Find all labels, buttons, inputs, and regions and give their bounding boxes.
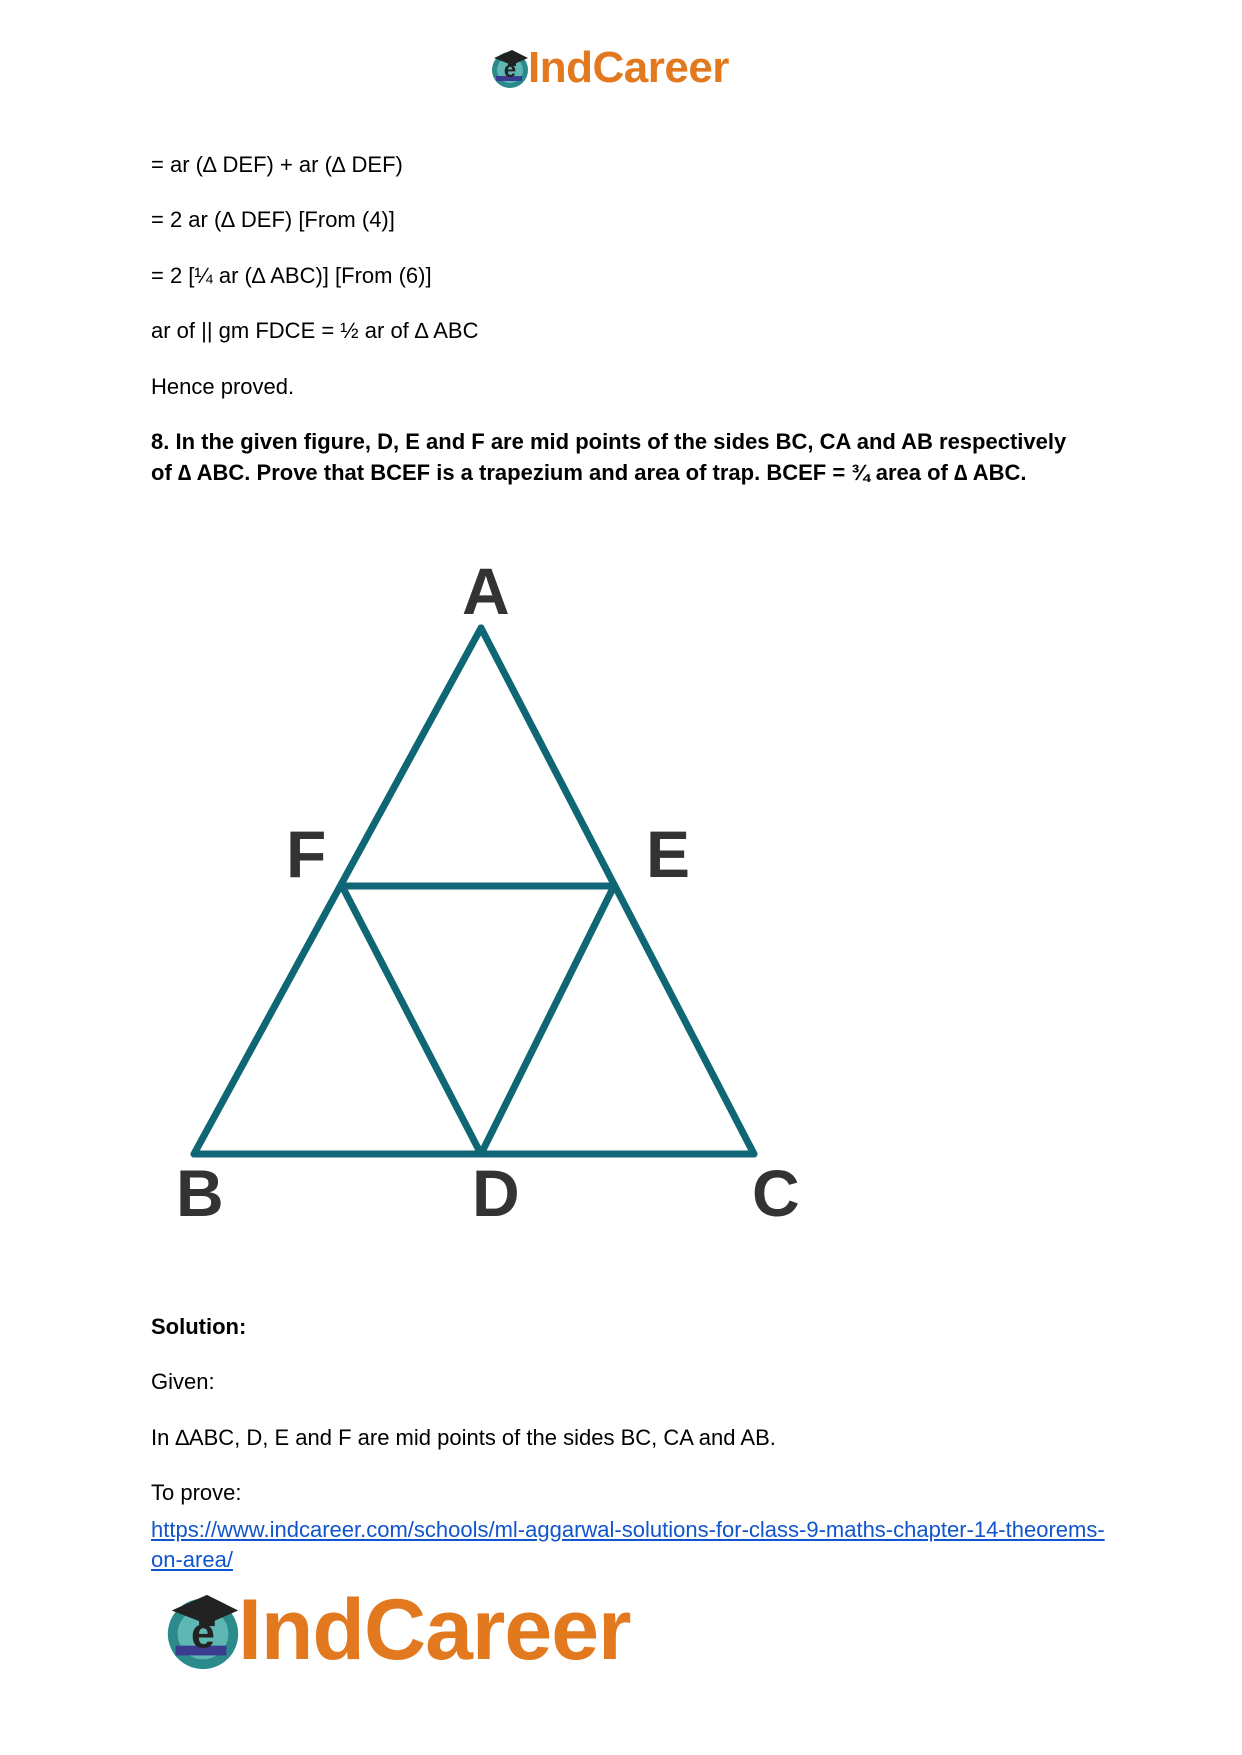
- vertex-label-a: A: [462, 556, 510, 628]
- vertex-label-d: D: [472, 1156, 520, 1228]
- given-text: In ∆ABC, D, E and F are mid points of the sides BC, CA and AB.: [151, 1425, 776, 1450]
- given-label: Given:: [151, 1369, 215, 1394]
- logo-letter: e: [191, 1609, 215, 1658]
- edge-ed: [481, 886, 614, 1154]
- vertex-label-e: E: [646, 817, 691, 891]
- proof-line-3: = 2 [¼ ar (∆ ABC)] [From (6)]: [151, 263, 432, 288]
- graduation-cap-icon: [160, 1587, 246, 1673]
- proof-line-1: = ar (∆ DEF) + ar (∆ DEF): [151, 152, 403, 177]
- footer-logo[interactable]: [160, 1582, 720, 1678]
- header-logo[interactable]: [488, 42, 768, 94]
- proof-line-2: = 2 ar (∆ DEF) [From (4)]: [151, 207, 395, 232]
- logo-wordmark: IndCareer: [528, 43, 729, 92]
- question-8: 8. In the given figure, D, E and F are mid points of the sides BC, CA and AB respectively of ∆ ABC. Prove that BCEF is a trapezium and area of trap. BCEF = ¾ area of ∆ ABC.: [151, 429, 1067, 485]
- logo-wordmark: IndCareer: [238, 1582, 631, 1678]
- solution-heading: Solution:: [151, 1314, 247, 1339]
- logo-letter: e: [503, 57, 517, 82]
- vertex-label-c: C: [752, 1156, 800, 1228]
- edge-fd: [342, 886, 481, 1154]
- vertex-label-f: F: [286, 817, 327, 891]
- triangle-figure: [160, 556, 820, 1228]
- graduation-cap-icon: [488, 46, 532, 90]
- proof-conclusion: Hence proved.: [151, 374, 295, 399]
- to-prove-label: To prove:: [151, 1480, 242, 1505]
- source-link[interactable]: https://www.indcareer.com/schools/ml-aggarwal-solutions-for-class-9-maths-chapter-14-theorems-on-area/: [151, 1517, 1105, 1572]
- vertex-label-b: B: [176, 1156, 224, 1228]
- proof-line-4: ar of || gm FDCE = ½ ar of ∆ ABC: [151, 318, 479, 343]
